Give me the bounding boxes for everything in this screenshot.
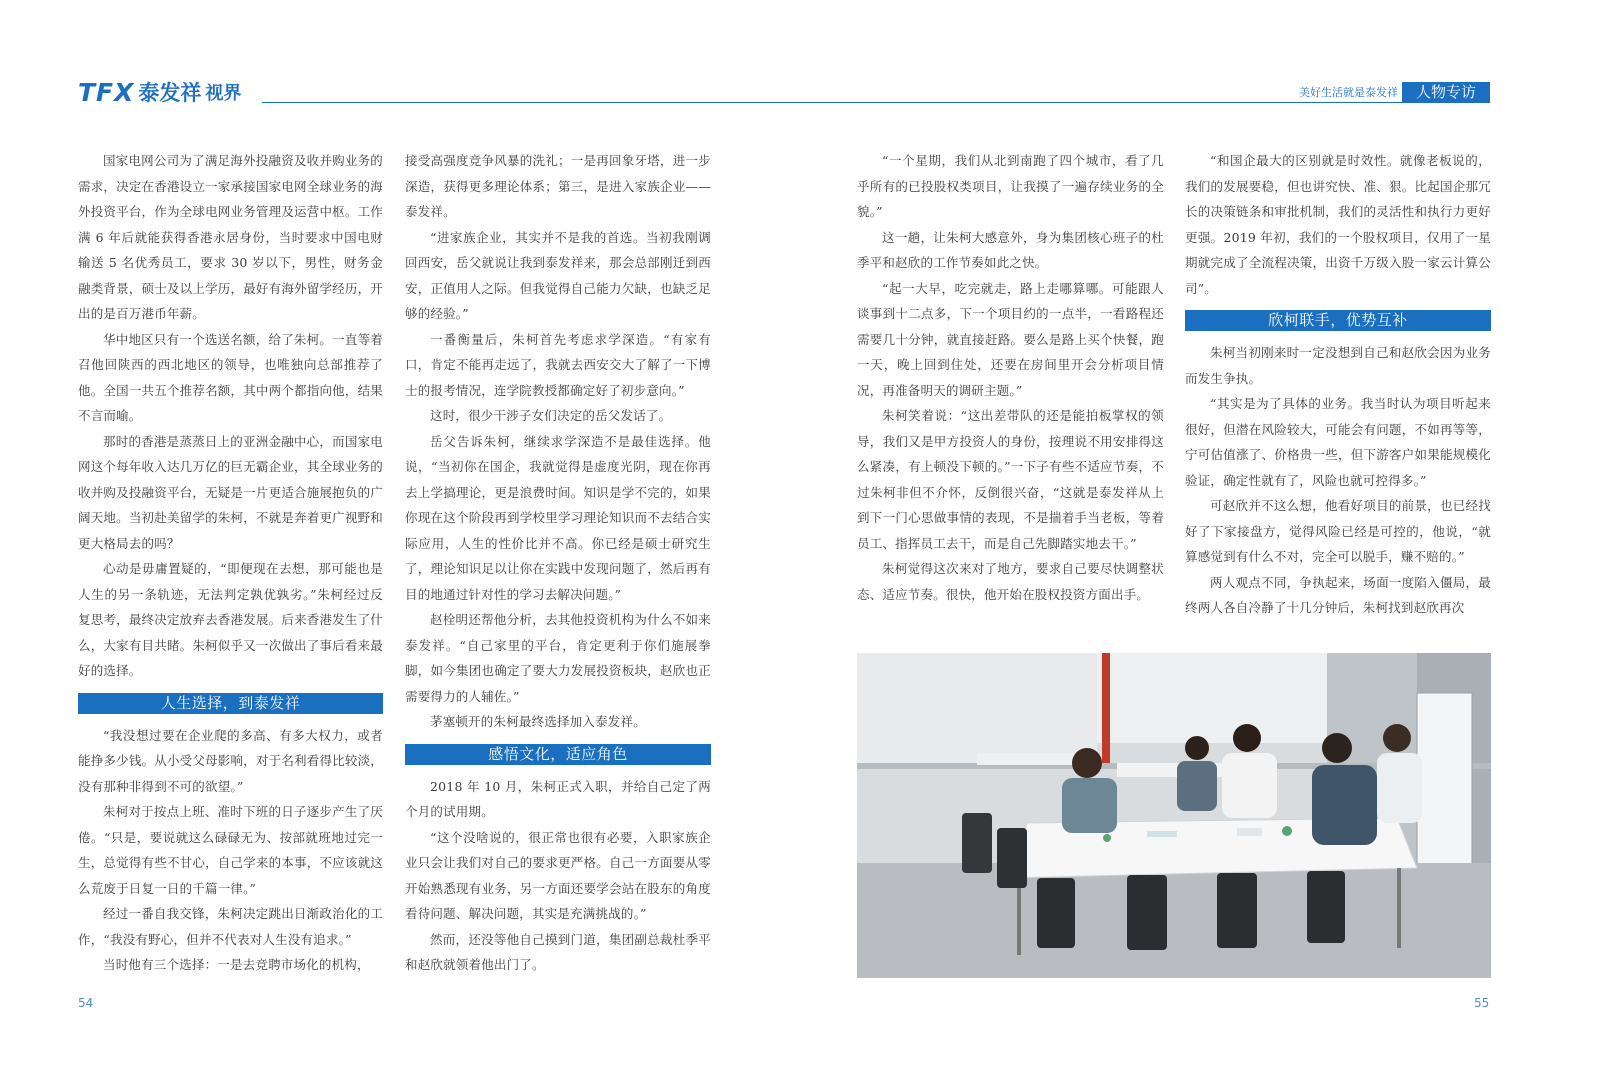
paragraph: 接受高强度竞争风暴的洗礼；一是再回象牙塔，进一步深造，获得更多理论体系；第三，是进入家族企业——泰发祥。 — [405, 153, 711, 219]
meeting-photo — [857, 653, 1491, 978]
logo-view-text: 视界 — [205, 83, 242, 104]
paragraph: 这时，很少干涉子女们决定的岳父发话了。 — [430, 408, 672, 423]
paragraph: 当时他有三个选择：一是去竞聘市场化的机构， — [103, 957, 370, 972]
paragraph: 心动是毋庸置疑的，“即便现在去想，那可能也是人生的另一条轨迹，无法判定孰优孰劣。”朱柯经过反复思考，最终决定放弃去香港发展。后来香港发生了什么，大家有目共睹。朱柯似乎又一次做出了事后看来最好的选择。 — [78, 561, 383, 678]
paragraph: 可赵欣并不这么想，他看好项目的前景，也已经找好了下家接盘方，觉得风险已经是可控的，他说，“就算感觉到有什么不对，完全可以脱手，赚不赔的。” — [1185, 498, 1491, 564]
paragraph: 2018 年 10 月，朱柯正式入职，并给自己定了两个月的试用期。 — [405, 778, 711, 819]
paragraph: 岳父告诉朱柯，继续求学深造不是最佳选择。他说，“当初你在国企，我就觉得是虚度光阴，现在你再去上学搞理论，更是浪费时间。知识是学不完的，如果你现在这个阶段再到学校里学习理论知识而不去结合实际应用，人生的性价比并不高。你已经是硕士研究生了，理论知识足以让你在实践中发现问题了，然后再有目的地通过针对性的学习去解决问题。” — [405, 433, 711, 602]
paragraph: 那时的香港是蒸蒸日上的亚洲金融中心，而国家电网这个每年收入达几万亿的巨无霸企业，其全球业务的收并购及投融资平台，无疑是一片更适合施展抱负的广阔天地。当初赴美留学的朱柯，不就是奔着更广视野和更大格局去的吗？ — [78, 433, 383, 551]
paragraph: 国家电网公司为了满足海外投融资及收并购业务的需求，决定在香港设立一家承接国家电网全球业务的海外投资平台，作为全球电网业务管理及运营中枢。工作满 6 年后就能获得香港永居身份，当时要求中国电财输送 5 名优秀员工，要求 30 岁以下，男性，财务金融类背景，硕士及以上学历，最好有海外留学经历，开出的是百万港币年薪。 — [78, 153, 383, 321]
page-number-right: 55 — [1474, 996, 1490, 1010]
meeting-photo-illustration — [857, 653, 1491, 978]
section-tag: 人物专访 — [1402, 82, 1490, 102]
paragraph: 朱柯当初刚来时一定没想到自己和赵欣会因为业务而发生争执。 — [1185, 345, 1491, 386]
page-number-left: 54 — [78, 996, 94, 1010]
logo-brand-text: 泰发祥 — [138, 81, 202, 105]
section-heading: 人生选择，到泰发祥 — [78, 693, 383, 714]
paragraph: 一番衡量后，朱柯首先考虑求学深造。“有家有口，肯定不能再走远了，我就去西安交大了解了一下博士的报考情况，连学院教授都确定好了初步意向。” — [405, 331, 711, 398]
paragraph: 朱柯觉得这次来对了地方，要求自己要尽快调整状态、适应节奏。很快，他开始在股权投资方面出手。 — [857, 561, 1164, 602]
paragraph: 茅塞顿开的朱柯最终选择加入泰发祥。 — [430, 714, 646, 729]
section-heading: 感悟文化，适应角色 — [405, 744, 711, 765]
header-slogan: 美好生活就是泰发祥 — [1299, 86, 1398, 99]
paragraph: “其实是为了具体的业务。我当时认为项目听起来很好，但潜在风险较大，可能会有问题，不如再等等，宁可估值涨了、价格贵一些，但下游客户如果能规模化验证，确定性就有了，风险也就可控得多。” — [1185, 396, 1491, 488]
column-4 — [1185, 148, 1491, 621]
paragraph: 华中地区只有一个选送名额，给了朱柯。一直等着召他回陕西的西北地区的领导，也唯独向总部推荐了他。全国一共五个推荐名额，其中两个都指向他，结果不言而喻。 — [78, 331, 383, 423]
paragraph: 这一趟，让朱柯大感意外，身为集团核心班子的杜季平和赵欣的工作节奏如此之快。 — [857, 229, 1164, 270]
paragraph: 经过一番自我交锋，朱柯决定跳出日渐政治化的工作，“我没有野心，但并不代表对人生没有追求。” — [78, 906, 383, 947]
paragraph: “一个星期，我们从北到南跑了四个城市，看了几乎所有的已投股权类项目，让我摸了一遍存续业务的全貌。” — [857, 153, 1164, 219]
paragraph: 朱柯对于按点上班、准时下班的日子逐步产生了厌倦。“只是，要说就这么碌碌无为、按部就班地过完一生，总觉得有些不甘心，自己学来的本事，不应该就这么荒废于日复一日的千篇一律。” — [78, 804, 383, 896]
paragraph: 赵栓明还帮他分析，去其他投资机构为什么不如来泰发祥。“自己家里的平台，肯定更利于你们施展拳脚，如今集团也确定了要大力发展投资板块，赵欣也正需要得力的人辅佐。” — [405, 612, 711, 704]
magazine-logo — [78, 80, 241, 106]
paragraph: “我没想过要在企业爬的多高、有多大权力，或者能挣多少钱。从小受父母影响，对于名利看得比较淡，没有那种非得到不可的欲望。” — [78, 727, 383, 794]
paragraph: “进家族企业，其实并不是我的首选。当初我刚调回西安，岳父就说让我到泰发祥来，那会总部刚迁到西安，正值用人之际。但我觉得自己能力欠缺，也缺乏足够的经验。” — [405, 229, 711, 321]
paragraph: 朱柯笑着说：“这出差带队的还是能拍板掌权的领导，我们又是甲方投资人的身份，按理说不用安排得这么紧凑，有上顿没下顿的。”一下子有些不适应节奏，不过朱柯非但不介怀，反倒很兴奋，“这就是泰发祥从上到下一门心思做事情的表现，不是揣着手当老板，等着员工、指挥员工去干，而是自己先脚踏实地去干。” — [857, 408, 1164, 551]
column-1 — [78, 148, 383, 978]
paragraph: 两人观点不同，争执起来，场面一度陷入僵局，最终两人各自冷静了十几分钟后，朱柯找到赵欣再次 — [1185, 574, 1491, 615]
header-rule — [262, 102, 1490, 103]
paragraph: “和国企最大的区别就是时效性。就像老板说的，我们的发展要稳，但也讲究快、准、狠。比起国企那冗长的决策链条和审批机制，我们的灵活性和执行力更好更强。2019 年初，我们的一个股权项目，仅用了一星期就完成了全流程决策，出资千万级入股一家云计算公司”。 — [1185, 153, 1491, 296]
section-heading: 欣柯联手，优势互补 — [1185, 310, 1491, 331]
column-2 — [405, 148, 711, 978]
paragraph: 然而，还没等他自己摸到门道，集团副总裁杜季平和赵欣就领着他出门了。 — [405, 931, 711, 972]
logo-tfx-text: TFX — [78, 78, 135, 107]
paragraph: “起一大早，吃完就走，路上走哪算哪。可能跟人谈事到十二点多，下一个项目约的一点半，一看路程还需要几十分钟，就直接赶路。要么是路上买个快餐，跑一天，晚上回到住处，还要在房间里开会分析项目情况，再准备明天的调研主题。” — [857, 280, 1164, 398]
column-3 — [857, 148, 1164, 607]
paragraph: “这个没啥说的，很正常也很有必要，入职家族企业只会让我们对自己的要求更严格。自己一方面要从零开始熟悉现有业务，另一方面还要学会站在股东的角度看待问题、解决问题，其实是充满挑战的。” — [405, 829, 711, 921]
